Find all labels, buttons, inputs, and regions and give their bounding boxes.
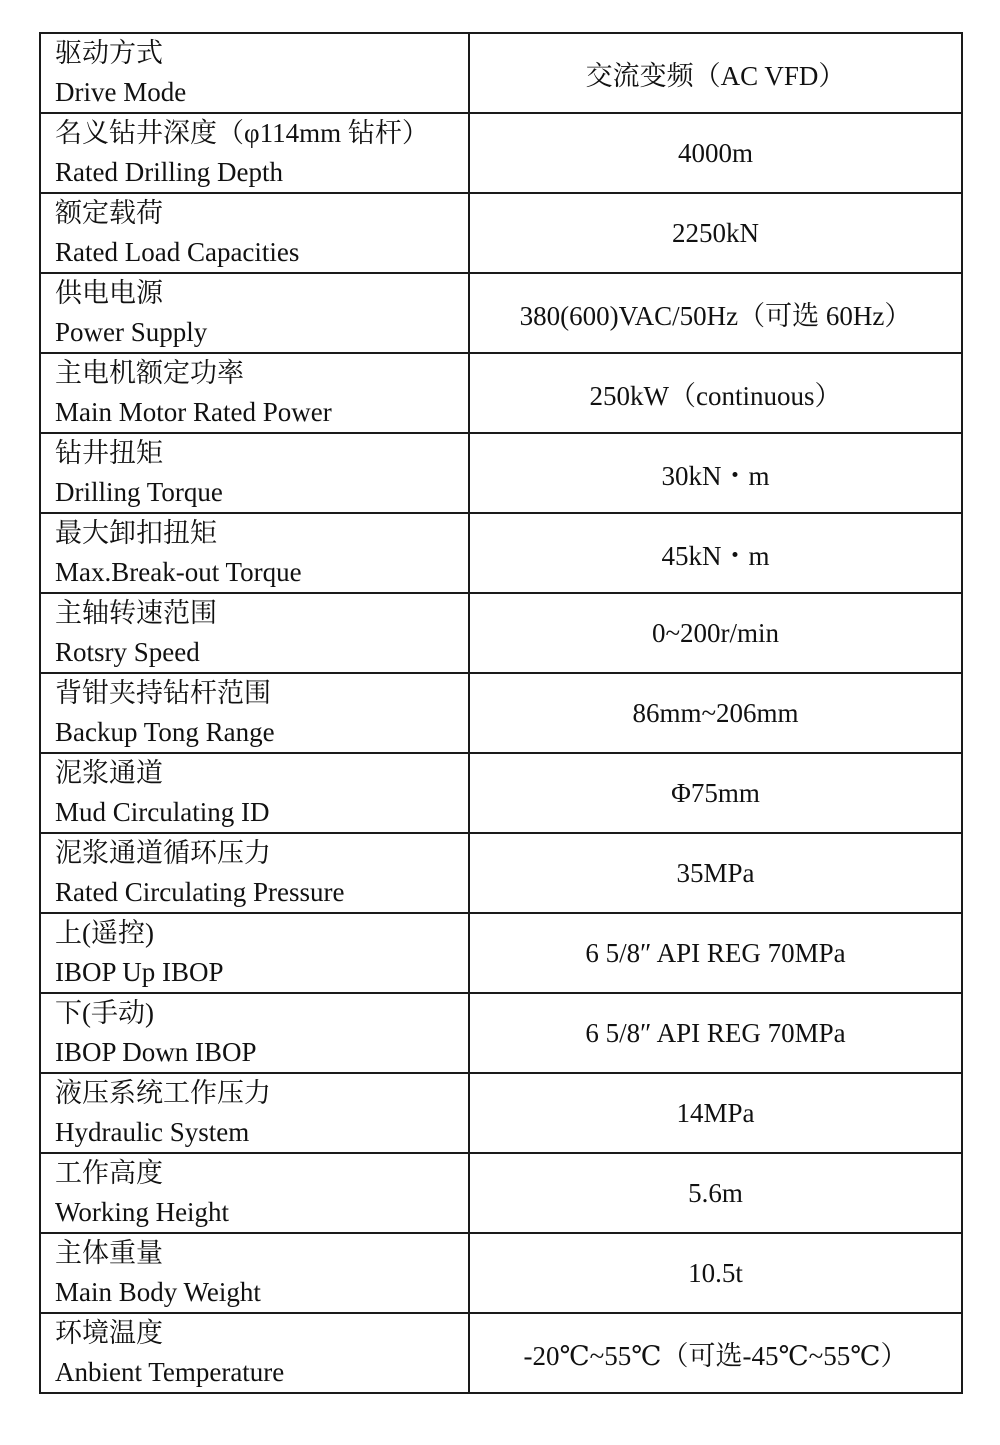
label-chinese: 环境温度 [55, 1318, 163, 1348]
label-chinese: 钻井扭矩 [55, 438, 163, 468]
table-row [40, 993, 962, 1073]
row-label-cell [40, 593, 469, 673]
label-chinese: 供电电源 [55, 278, 163, 308]
row-value: 30kN・m [469, 433, 962, 513]
row-value: 交流变频（AC VFD） [469, 33, 962, 113]
row-value: 6 5/8″ API REG 70MPa [469, 993, 962, 1073]
label-chinese: 主电机额定功率 [55, 358, 244, 388]
table-row [40, 1073, 962, 1153]
row-value: 14MPa [469, 1073, 962, 1153]
table-row [40, 833, 962, 913]
table-row [40, 913, 962, 993]
label-english: Hydraulic System [55, 1117, 250, 1147]
label-chinese: 液压系统工作压力 [55, 1078, 271, 1108]
table-row [40, 1313, 962, 1393]
table-row [40, 513, 962, 593]
label-chinese: 额定载荷 [55, 198, 163, 228]
row-label-cell [40, 433, 469, 513]
label-chinese: 背钳夹持钻杆范围 [55, 678, 271, 708]
label-english: Max.Break-out Torque [55, 557, 302, 587]
row-label-cell [40, 1233, 469, 1313]
label-chinese: 最大卸扣扭矩 [55, 518, 217, 548]
row-value: 10.5t [469, 1233, 962, 1313]
label-chinese: 驱动方式 [55, 38, 163, 68]
row-value: 86mm~206mm [469, 673, 962, 753]
table-row [40, 433, 962, 513]
table-row [40, 353, 962, 433]
row-label-cell [40, 273, 469, 353]
row-value: 0~200r/min [469, 593, 962, 673]
label-english: Backup Tong Range [55, 717, 275, 747]
label-english: Working Height [55, 1197, 230, 1227]
row-value: 2250kN [469, 193, 962, 273]
row-value: 250kW（continuous） [469, 353, 962, 433]
row-label-cell [40, 113, 469, 193]
row-value: 4000m [469, 113, 962, 193]
row-label-cell [40, 193, 469, 273]
label-chinese: 工作高度 [55, 1158, 163, 1188]
table-row [40, 193, 962, 273]
row-label-cell [40, 833, 469, 913]
label-english: Drive Mode [55, 77, 187, 107]
row-value: 380(600)VAC/50Hz（可选 60Hz） [469, 273, 962, 353]
label-chinese: 泥浆通道 [55, 758, 163, 788]
row-label-cell [40, 1153, 469, 1233]
label-english: Drilling Torque [55, 477, 223, 507]
label-english: Rated Drilling Depth [55, 157, 283, 187]
row-label-cell [40, 353, 469, 433]
label-english: Anbient Temperature [55, 1357, 285, 1387]
label-chinese: 泥浆通道循环压力 [55, 838, 271, 868]
label-english: IBOP Up IBOP [55, 957, 224, 987]
row-value: 5.6m [469, 1153, 962, 1233]
label-english: Power Supply [55, 317, 208, 347]
spec-table-body [40, 33, 962, 1393]
label-english: Main Body Weight [55, 1277, 261, 1307]
table-row [40, 673, 962, 753]
label-english: Rated Load Capacities [55, 237, 300, 267]
row-label-cell [40, 1313, 469, 1393]
table-row [40, 113, 962, 193]
table-row [40, 273, 962, 353]
table-row [40, 1153, 962, 1233]
table-row [40, 593, 962, 673]
label-chinese: 上(遥控) [55, 918, 154, 948]
row-label-cell [40, 513, 469, 593]
row-label-cell [40, 913, 469, 993]
label-english: Main Motor Rated Power [55, 397, 332, 427]
row-value: -20℃~55℃（可选-45℃~55℃） [469, 1313, 962, 1393]
label-english: Mud Circulating ID [55, 797, 270, 827]
table-row [40, 1233, 962, 1313]
row-label-cell [40, 673, 469, 753]
label-chinese: 主体重量 [55, 1238, 163, 1268]
row-label-cell [40, 753, 469, 833]
spec-table [39, 32, 963, 1394]
label-chinese: 主轴转速范围 [55, 598, 217, 628]
label-english: Rated Circulating Pressure [55, 877, 345, 907]
row-value: 6 5/8″ API REG 70MPa [469, 913, 962, 993]
label-chinese: 下(手动) [55, 998, 154, 1028]
row-label-cell [40, 993, 469, 1073]
row-label-cell [40, 1073, 469, 1153]
row-value: Φ75mm [469, 753, 962, 833]
row-label-cell [40, 33, 469, 113]
table-row [40, 33, 962, 113]
label-english: Rotsry Speed [55, 637, 200, 667]
row-value: 45kN・m [469, 513, 962, 593]
label-chinese: 名义钻井深度（φ114mm 钻杆） [55, 118, 429, 148]
label-english: IBOP Down IBOP [55, 1037, 257, 1067]
table-row [40, 753, 962, 833]
row-value: 35MPa [469, 833, 962, 913]
